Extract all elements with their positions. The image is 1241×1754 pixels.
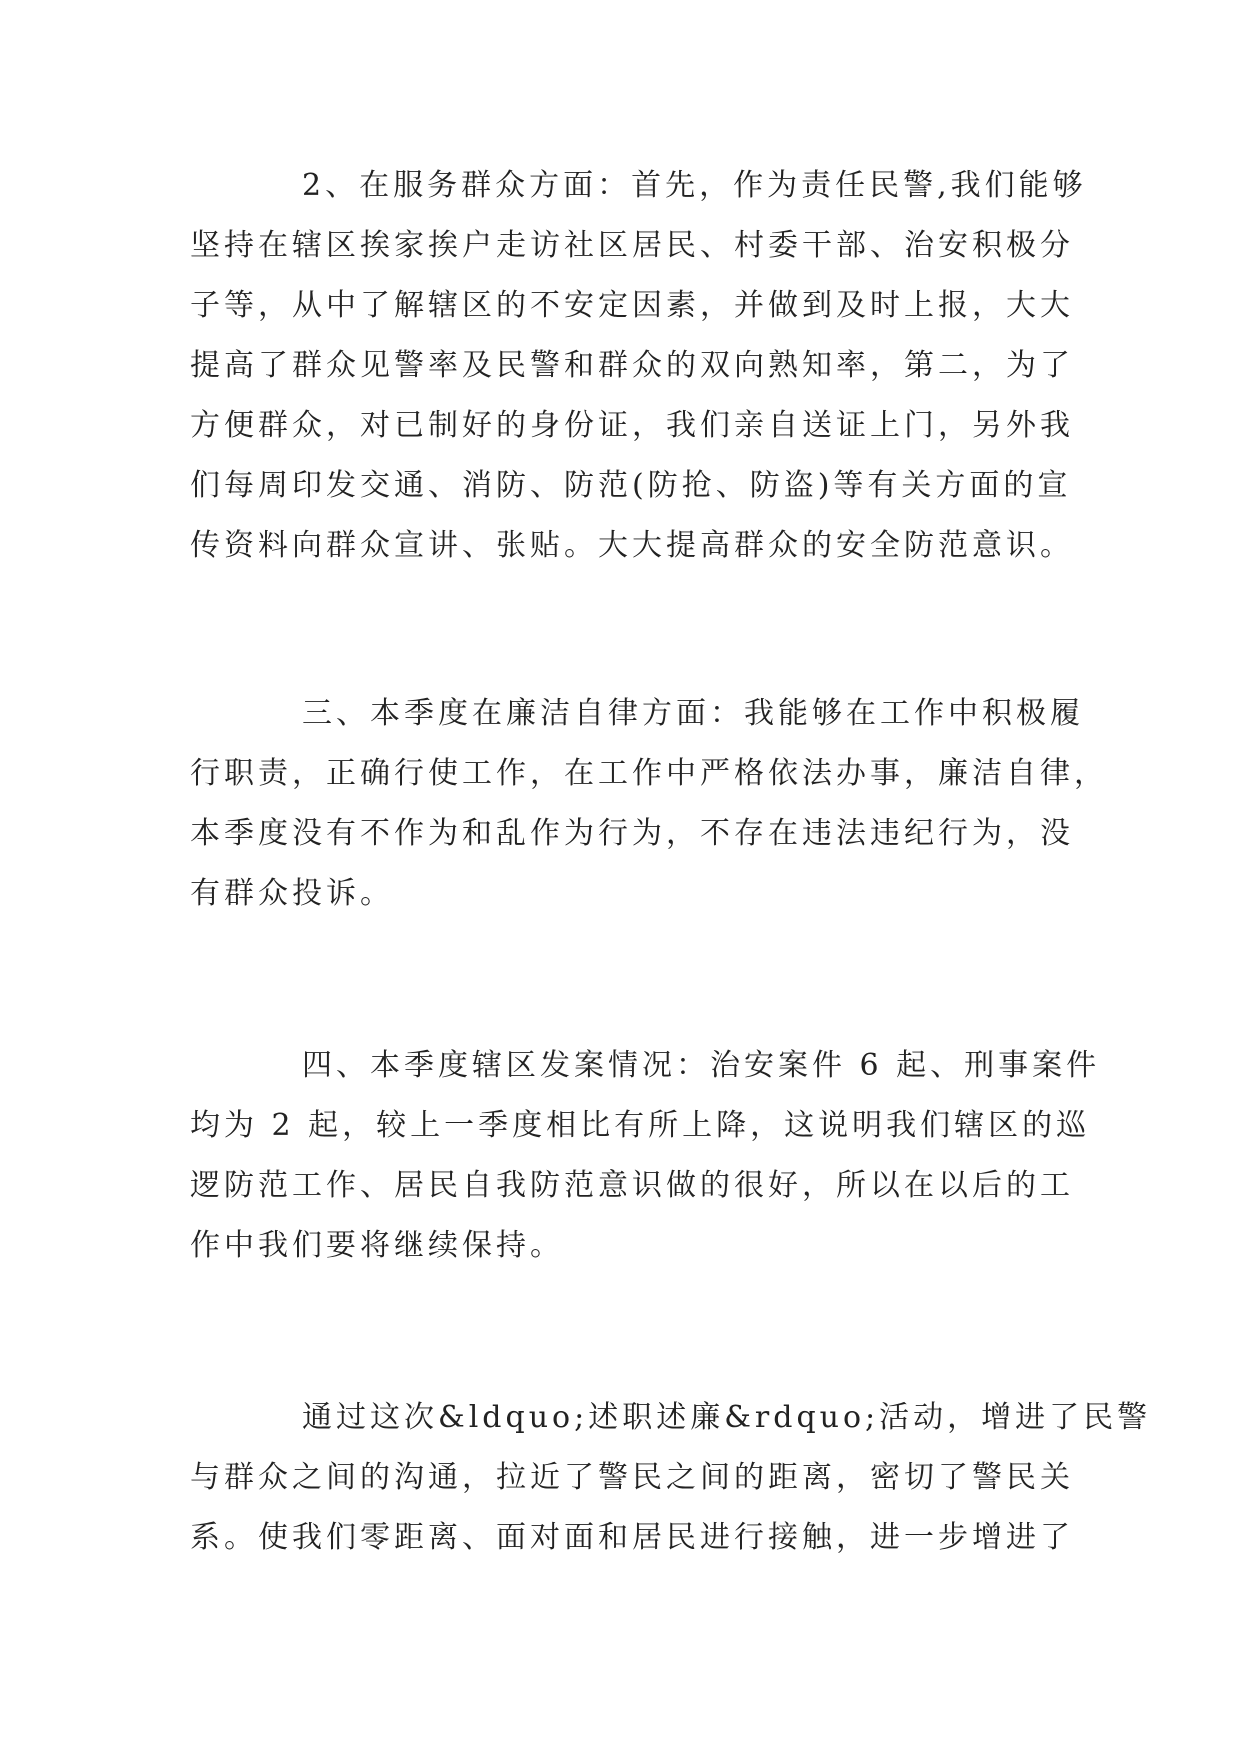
paragraph-line: 子等，从中了解辖区的不安定因素，并做到及时上报，大大	[190, 288, 1074, 323]
paragraph-service-to-public	[190, 156, 1087, 576]
paragraph-line: 四、本季度辖区发案情况：治安案件 6 起、刑事案件	[302, 1048, 1101, 1083]
paragraph-line: 三、本季度在廉洁自律方面：我能够在工作中积极履	[302, 696, 1084, 731]
paragraph-line: 与群众之间的沟通，拉近了警民之间的距离，密切了警民关	[190, 1460, 1074, 1495]
paragraph-line: 本季度没有不作为和乱作为行为，不存在违法违纪行为，没	[190, 816, 1074, 851]
paragraph-integrity	[190, 684, 1108, 924]
paragraph-line: 有群众投诉。	[190, 876, 394, 911]
paragraph-line: 坚持在辖区挨家挨户走访社区居民、村委干部、治安积极分	[190, 228, 1074, 263]
paragraph-line: 2、在服务群众方面：首先，作为责任民警,我们能够	[302, 168, 1087, 203]
paragraph-line: 逻防范工作、居民自我防范意识做的很好，所以在以后的工	[190, 1168, 1074, 1203]
paragraph-line: 均为 2 起，较上一季度相比有所上降，这说明我们辖区的巡	[190, 1108, 1091, 1143]
paragraph-case-statistics	[190, 1036, 1101, 1276]
paragraph-line: 提高了群众见警率及民警和群众的双向熟知率，第二，为了	[190, 348, 1074, 383]
paragraph-line: 行职责，正确行使工作，在工作中严格依法办事，廉洁自律，	[190, 756, 1108, 791]
paragraph-line: 作中我们要将继续保持。	[190, 1228, 564, 1263]
paragraph-line: 传资料向群众宣讲、张贴。大大提高群众的安全防范意识。	[190, 528, 1074, 563]
paragraph-line: 通过这次&ldquo;述职述廉&rdquo;活动，增进了民警	[302, 1400, 1152, 1435]
paragraph-line: 系。使我们零距离、面对面和居民进行接触，进一步增进了	[190, 1520, 1074, 1555]
paragraph-line: 们每周印发交通、消防、防范(防抢、防盗)等有关方面的宣	[190, 468, 1072, 503]
paragraph-conclusion	[190, 1388, 1152, 1568]
paragraph-line: 方便群众，对已制好的身份证，我们亲自送证上门，另外我	[190, 408, 1074, 443]
